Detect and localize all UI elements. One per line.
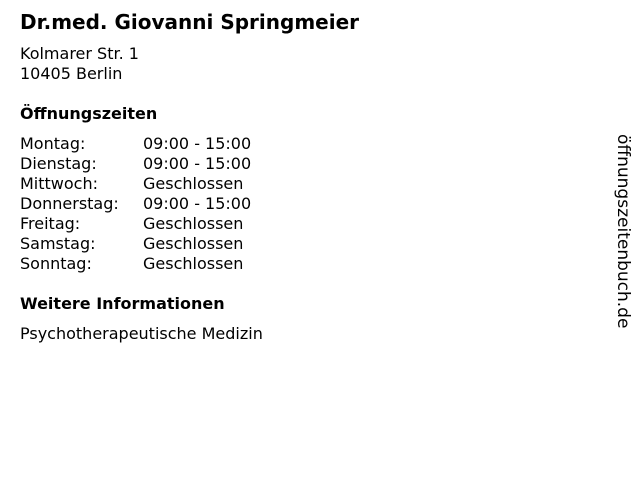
hours-time: Geschlossen	[143, 234, 244, 253]
hours-time: Geschlossen	[143, 174, 244, 193]
hours-row-tuesday	[20, 154, 251, 174]
hours-time: 09:00 - 15:00	[143, 194, 252, 213]
hours-row-saturday	[20, 234, 251, 254]
hours-day: Mittwoch:	[20, 174, 98, 193]
opening-hours-table	[20, 134, 251, 274]
hours-row-monday	[20, 134, 251, 154]
hours-day: Samstag:	[20, 234, 96, 253]
hours-time: 09:00 - 15:00	[143, 134, 252, 153]
more-info-text: Psychotherapeutische Medizin	[20, 324, 263, 343]
address-block	[20, 44, 139, 84]
more-info-heading: Weitere Informationen	[20, 294, 225, 313]
doctor-name-title: Dr.med. Giovanni Springmeier	[20, 10, 360, 34]
hours-row-sunday	[20, 254, 251, 274]
hours-day: Montag:	[20, 134, 86, 153]
address-street: Kolmarer Str. 1	[20, 44, 139, 63]
hours-day: Sonntag:	[20, 254, 92, 273]
hours-row-friday	[20, 214, 251, 234]
hours-time: Geschlossen	[143, 214, 244, 233]
hours-row-wednesday	[20, 174, 251, 194]
address-city: 10405 Berlin	[20, 64, 123, 83]
hours-day: Dienstag:	[20, 154, 97, 173]
hours-time: 09:00 - 15:00	[143, 154, 252, 173]
hours-day: Freitag:	[20, 214, 81, 233]
site-name-vertical: öffnungszeitenbuch.de	[613, 134, 633, 329]
opening-hours-heading: Öffnungszeiten	[20, 104, 158, 123]
hours-time: Geschlossen	[143, 254, 244, 273]
hours-day: Donnerstag:	[20, 194, 119, 213]
hours-row-thursday	[20, 194, 251, 214]
